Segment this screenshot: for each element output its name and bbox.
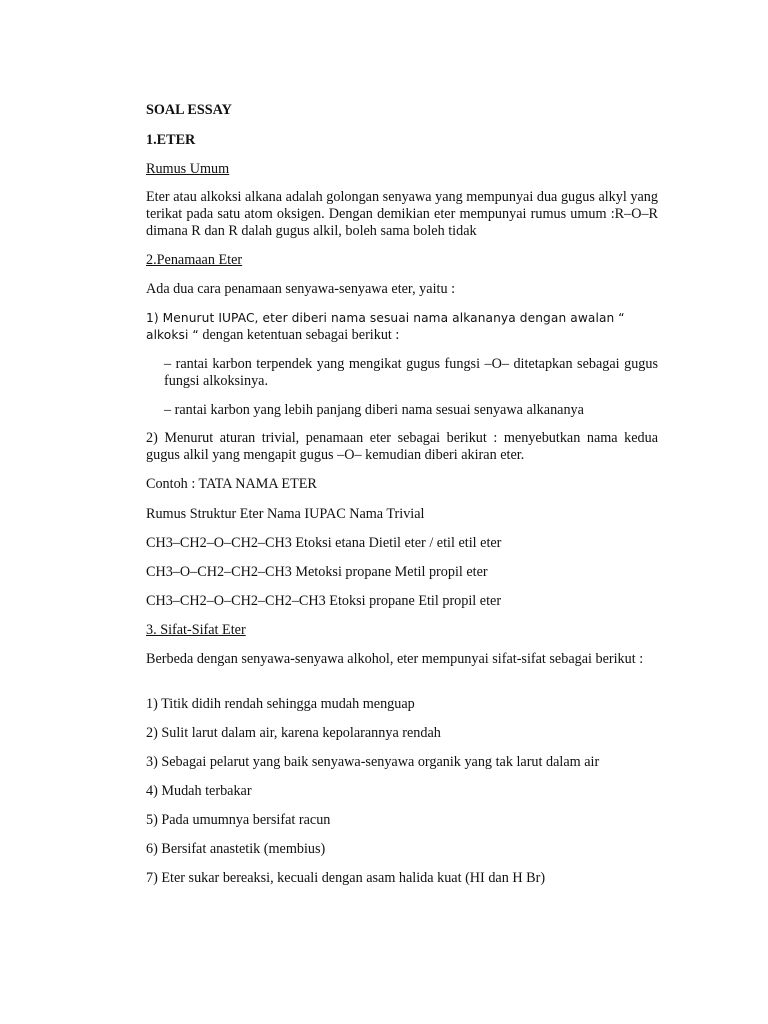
iupac-line-2 (146, 327, 658, 344)
sifat-item: 3) Sebagai pelarut yang baik senyawa-senyawa organik yang tak larut dalam air (146, 754, 600, 770)
document-title: SOAL ESSAY (146, 102, 232, 118)
heading-rumus-umum: Rumus Umum (146, 161, 230, 177)
section-heading-eter: 1.ETER (146, 132, 196, 148)
iupac-alkoksi-term: alkoksi “ (146, 328, 199, 342)
example-line-2: CH3–O–CH2–CH2–CH3 Metoksi propane Metil propil eter (146, 564, 488, 580)
sifat-item: 7) Eter sukar bereaksi, kecuali dengan asam halida kuat (HI dan H Br) (146, 870, 546, 886)
contoh-label: Contoh : TATA NAMA ETER (146, 476, 317, 492)
table-header-line: Rumus Struktur Eter Nama IUPAC Nama Trivial (146, 506, 425, 522)
iupac-line-2-rest: dengan ketentuan sebagai berikut : (198, 327, 400, 343)
paragraph-rumus-umum: Eter atau alkoksi alkana adalah golongan senyawa yang mempunyai dua gugus alkyl yang terikat pada satu atom oksigen. Dengan demikian eter mempunyai rumus umum :R–O–R dimana R dan R dalah gugus alkil, boleh sama boleh tidak (146, 189, 658, 239)
paragraph-sifat-intro: Berbeda dengan senyawa-senyawa alkohol, eter mempunyai sifat-sifat sebagai berikut : (146, 651, 644, 667)
sifat-item: 1) Titik didih rendah sehingga mudah menguap (146, 696, 415, 712)
sifat-item: 4) Mudah terbakar (146, 783, 252, 799)
sifat-item: 6) Bersifat anastetik (membius) (146, 841, 326, 857)
sifat-item: 2) Sulit larut dalam air, karena kepolarannya rendah (146, 725, 441, 741)
example-line-1: CH3–CH2–O–CH2–CH3 Etoksi etana Dietil eter / etil etil eter (146, 535, 502, 551)
rule-longer-chain: – rantai karbon yang lebih panjang diberi nama sesuai senyawa alkananya (164, 402, 584, 418)
heading-penamaan-eter: 2.Penamaan Eter (146, 252, 243, 268)
paragraph-trivial: 2) Menurut aturan trivial, penamaan eter sebagai berikut : menyebutkan nama kedua gugus alkil yang mengapit gugus –O– kemudian diberi akiran eter. (146, 430, 658, 463)
heading-sifat-eter: 3. Sifat-Sifat Eter (146, 622, 246, 638)
sifat-item: 5) Pada umumnya bersifat racun (146, 812, 331, 828)
paragraph-iupac (146, 310, 658, 344)
rule-shortest-chain: – rantai karbon terpendek yang mengikat gugus fungsi –O– ditetapkan sebagai gugus fungsi alkoksinya. (164, 356, 658, 389)
paragraph-penamaan-intro: Ada dua cara penamaan senyawa-senyawa eter, yaitu : (146, 281, 456, 297)
example-line-3: CH3–CH2–O–CH2–CH2–CH3 Etoksi propane Etil propil eter (146, 593, 502, 609)
iupac-line-1: 1) Menurut IUPAC, eter diberi nama sesuai nama alkananya dengan awalan “ (146, 311, 625, 325)
